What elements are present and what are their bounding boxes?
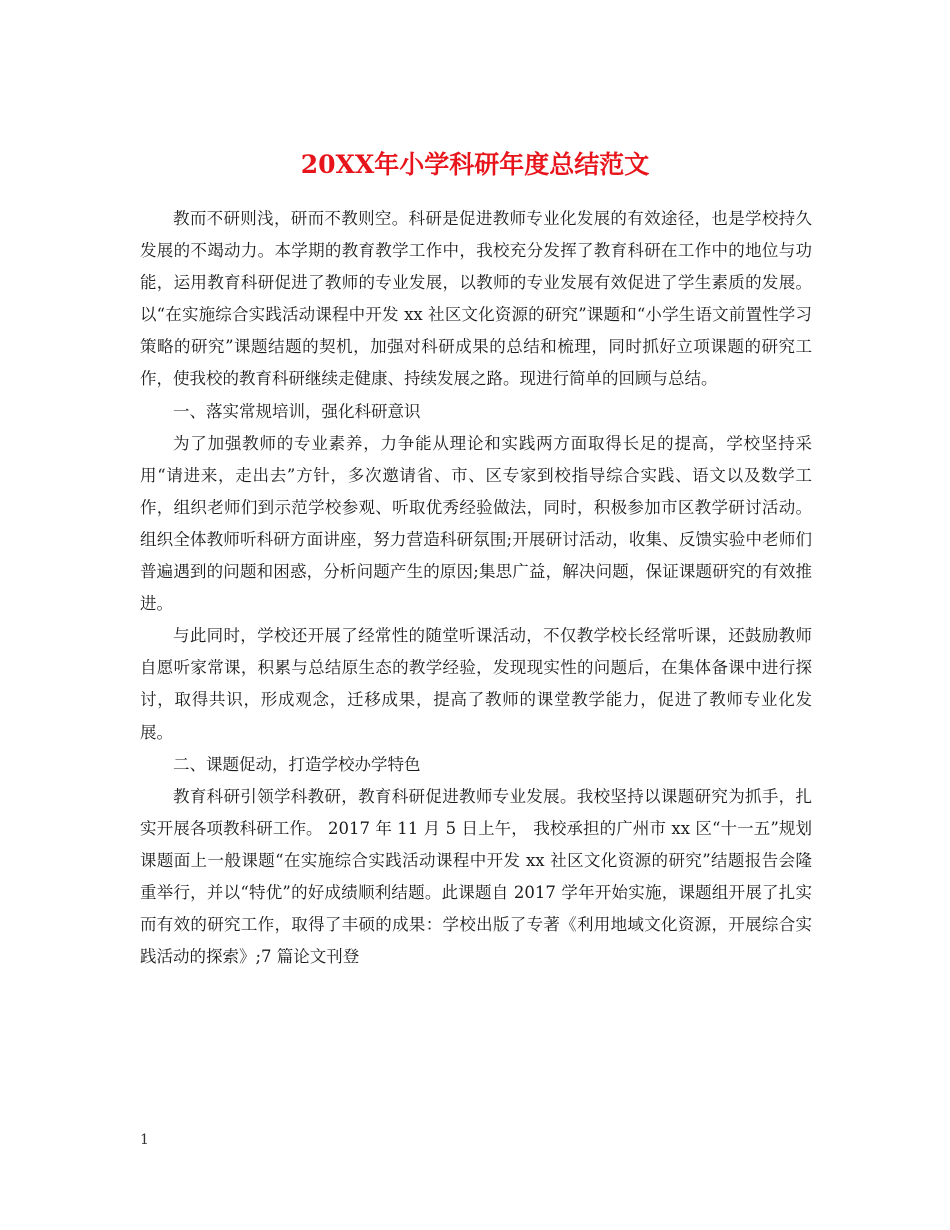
section-heading-1: 一、落实常规培训，强化科研意识 <box>173 401 421 421</box>
intro-paragraph: 教而不研则浅，研而不教则空。科研是促进教师专业化发展的有效途径，也是学校持久发展的不竭动力。本学期的教育教学工作中，我校充分发挥了教育科研在工作中的地位与功能，运用教育科研促进了教师的专业发展，以教师的专业发展有效促进了学生素质的发展。以“在实施综合实践活动课程中开发 xx 社区文化资源的研究”课题和“小学生语文前置性学习策略的研究”课题结题的契机，加强对科研成果的总结和梳理，同时抓好立项课题的研究工作，使我校的教育科研继续走健康、持续发展之路。现进行简单的回顾与总结。 <box>140 209 812 389</box>
section-2-paragraph-1: 教育科研引领学科教研，教育科研促进教师专业发展。我校坚持以课题研究为抓手，扎实开展各项教科研工作。 2017 年 11 月 5 日上午， 我校承担的广州市 xx 区“十一五”规划课题面上一般课题“在实施综合实践活动课程中开发 xx 社区文化资源的研究”结题报告会隆重举行，并以“特优”的好成绩顺利结题。此课题自 2017 学年开始实施，课题组开展了扎实而有效的研究工作，取得了丰硕的成果：学校出版了专著《利用地域文化资源，开展综合实践活动的探索》;7 篇论文刊登 <box>140 786 812 967</box>
page-number: 1 <box>140 1132 149 1148</box>
section-1-paragraph-1: 为了加强教师的专业素养，力争能从理论和实践两方面取得长足的提高，学校坚持采用“请进来，走出去”方针，多次邀请省、市、区专家到校指导综合实践、语文以及数学工作，组织老师们到示范学校参观、听取优秀经验做法，同时，积极参加市区教学研讨活动。组织全体教师听科研方面讲座，努力营造科研氛围;开展研讨活动，收集、反馈实验中老师们普遍遇到的问题和困惑，分析问题产生的原因;集思广益，解决问题，保证课题研究的有效推进。 <box>140 433 812 614</box>
document-body <box>140 203 812 973</box>
section-1-paragraph-2: 与此同时，学校还开展了经常性的随堂听课活动，不仅教学校长经常听课，还鼓励教师自愿听家常课，积累与总结原生态的教学经验，发现现实性的问题后，在集体备课中进行探讨，取得共识，形成观念，迁移成果，提高了教师的课堂教学能力，促进了教师专业化发展。 <box>140 626 812 742</box>
section-heading-2: 二、课题促动，打造学校办学特色 <box>173 754 421 774</box>
document-title: 20XX年小学科研年度总结范文 <box>300 149 650 179</box>
